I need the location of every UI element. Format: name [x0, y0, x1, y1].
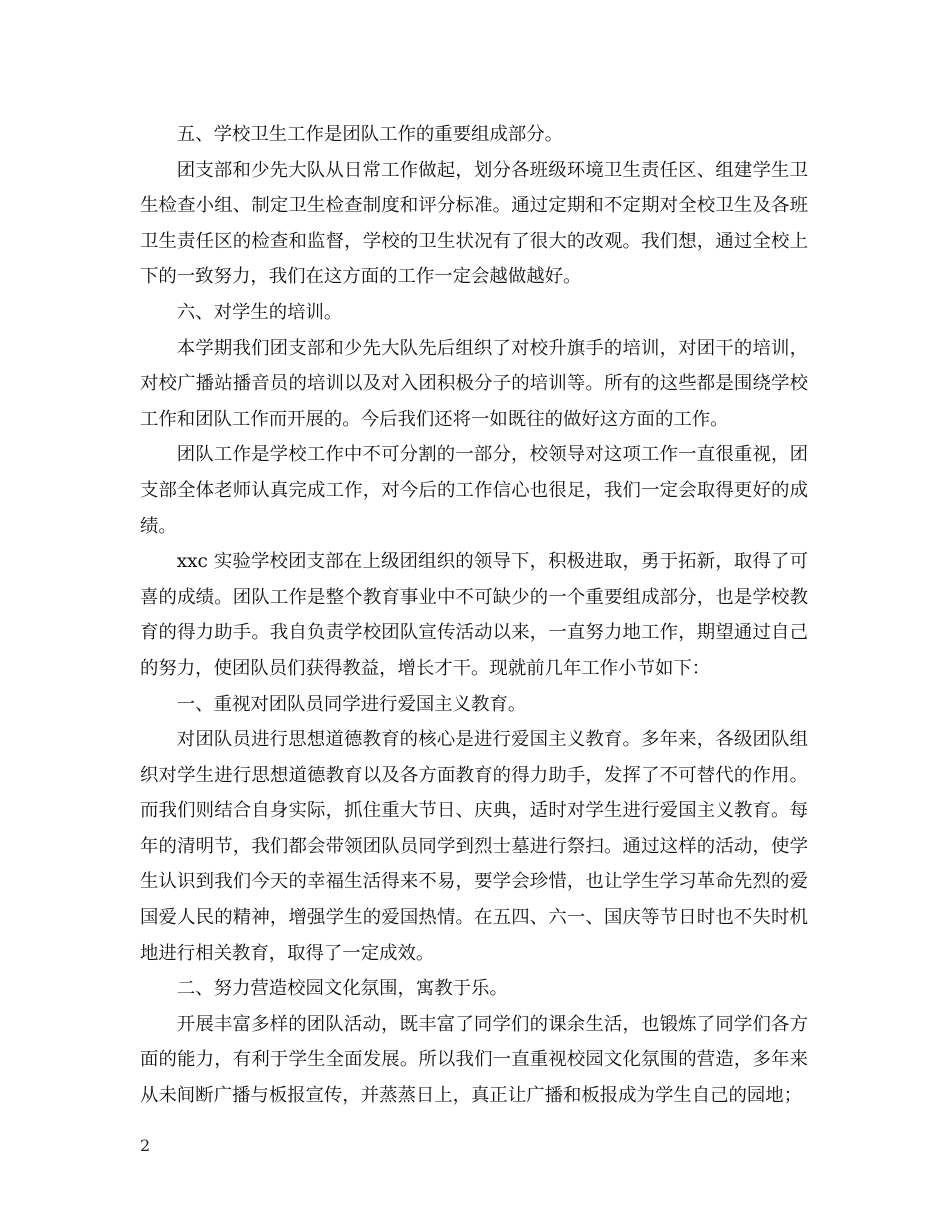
section-heading-training: 六、对学生的培训。 [176, 301, 343, 323]
paragraph-conclusion: 团队工作是学校工作中不可分割的一部分，校领导对这项工作一直很重视，团支部全体老师认真完成工作，对今后的工作信心也很足，我们一定会取得更好的成绩。 [140, 444, 808, 537]
paragraph-training: 本学期我们团支部和少先大队先后组织了对校升旗手的培训，对团干的培训，对校广播站播音员的培训以及对入团积极分子的培训等。所有的这些都是围绕学校工作和团队工作而开展的。今后我们还将一如既往的做好这方面的工作。 [140, 337, 808, 430]
page-number: 2 [140, 1136, 151, 1155]
document-body [140, 117, 808, 1114]
section-heading-patriotism: 一、重视对团队员同学进行爱国主义教育。 [176, 693, 527, 715]
paragraph-campus-culture: 开展丰富多样的团队活动，既丰富了同学们的课余生活，也锻炼了同学们各方面的能力，有利于学生全面发展。所以我们一直重视校园文化氛围的营造，多年来从未间断广播与板报宣传，并蒸蒸日上，真正让广播和板报成为学生自己的园地； [140, 1013, 808, 1107]
section-heading-hygiene: 五、学校卫生工作是团队工作的重要组成部分。 [176, 124, 564, 145]
paragraph-introduction: xxc 实验学校团支部在上级团组织的领导下，积极进取，勇于拓新，取得了可喜的成绩。团队工作是整个教育事业中不可缺少的一个重要组成部分，也是学校教育的得力助手。我自负责学校团队宣传活动以来，一直努力地工作，期望通过自己的努力，使团队员们获得教益，增长才干。现就前几年工作小节如下： [140, 551, 808, 679]
paragraph-hygiene-work: 团支部和少先大队从日常工作做起，划分各班级环境卫生责任区、组建学生卫生检查小组、制定卫生检查制度和评分标准。通过定期和不定期对全校卫生及各班卫生责任区的检查和监督，学校的卫生状况有了很大的改观。我们想，通过全校上下的一致努力，我们在这方面的工作一定会越做越好。 [140, 159, 808, 288]
paragraph-patriotism: 对团队员进行思想道德教育的核心是进行爱国主义教育。多年来，各级团队组织对学生进行思想道德教育以及各方面教育的得力助手，发挥了不可替代的作用。而我们则结合自身实际，抓住重大节日、庆典，适时对学生进行爱国主义教育。每年的清明节，我们都会带领团队员同学到烈士墓进行祭扫。通过这样的活动，使学生认识到我们今天的幸福生活得来不易，要学会珍惜，也让学生学习革命先烈的爱国爱人民的精神，增强学生的爱国热情。在五四、六一、国庆等节日时也不失时机地进行相关教育，取得了一定成效。 [140, 729, 808, 964]
section-heading-campus-culture: 二、努力营造校园文化氛围，寓教于乐。 [176, 978, 508, 1000]
